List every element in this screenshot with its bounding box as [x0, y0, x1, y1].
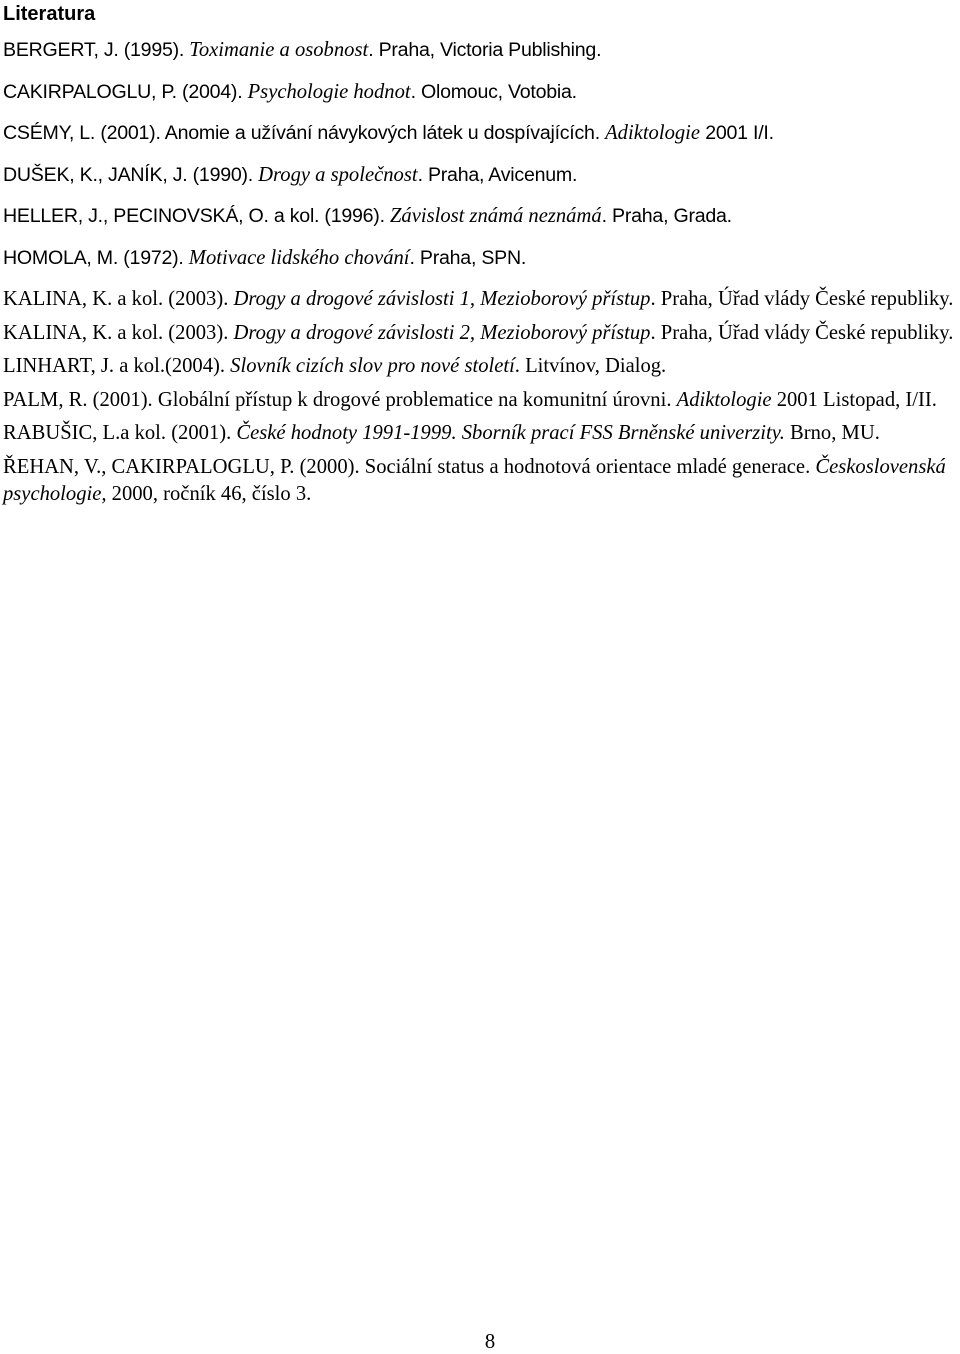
reference-text: HELLER, J., PECINOVSKÁ, O. a kol. (1996). [3, 205, 390, 227]
reference-title: Motivace lidského chování [188, 246, 410, 269]
reference-text: . Praha, Úřad vlády České republiky. [650, 288, 954, 310]
reference-entry [3, 420, 957, 447]
reference-title: Adiktologie [676, 388, 772, 411]
reference-text: KALINA, K. a kol. (2003). [3, 321, 234, 344]
reference-text: Brno, MU. [784, 422, 880, 444]
reference-text: . Praha, Grada. [601, 205, 732, 227]
reference-title: Československá psychologie, [3, 455, 946, 505]
reference-text: RABUŠIC, L.a kol. (2001). [3, 422, 237, 444]
reference-entry [3, 245, 957, 272]
reference-title: Toximanie a osobnost [189, 39, 369, 61]
reference-entry [3, 454, 957, 508]
reference-text: . Praha, Úřad vlády České republiky. [650, 321, 954, 344]
reference-text: . Praha, SPN. [409, 246, 527, 269]
reference-entry [3, 79, 957, 106]
page-number: 8 [484, 1331, 496, 1353]
reference-title: Závislost známá neznámá [389, 205, 602, 227]
reference-text: . Olomouc, Votobia. [410, 80, 577, 103]
reference-text: . Praha, Avicenum. [417, 163, 578, 186]
reference-entry [3, 320, 957, 347]
reference-title: Drogy a drogové závislosti 1, Mezioborový přístup [233, 288, 651, 310]
reference-text: PALM, R. (2001). Globální přístup k drogové problematice na komunitní úrovni. [3, 388, 677, 411]
reference-title: Drogy a společnost [258, 163, 418, 186]
section-heading: Literatura [3, 3, 96, 25]
reference-text: KALINA, K. a kol. (2003). [3, 288, 234, 310]
reference-entry [3, 162, 957, 189]
reference-text: CAKIRPALOGLU, P. (2004). [3, 80, 248, 103]
reference-text: . Praha, Victoria Publishing. [368, 39, 602, 61]
reference-text: 2000, ročník 46, číslo 3. [106, 482, 312, 505]
reference-title: Slovník cizích slov pro nové století [230, 355, 515, 377]
reference-text: LINHART, J. a kol.(2004). [3, 355, 231, 377]
reference-title: Psychologie hodnot [247, 80, 411, 103]
reference-text: ŘEHAN, V., CAKIRPALOGLU, P. (2000). Sociální status a hodnotová orientace mladé generace. [3, 455, 816, 478]
reference-title: Adiktologie [605, 122, 701, 144]
reference-text: CSÉMY, L. (2001). Anomie a užívání návykových látek u dospívajících. [3, 122, 606, 144]
reference-text: HOMOLA, M. (1972). [3, 246, 189, 269]
reference-title: Drogy a drogové závislosti 2, Mezioborový přístup [233, 321, 651, 344]
reference-entry [3, 353, 957, 380]
reference-entry [3, 203, 957, 230]
reference-text: BERGERT, J. (1995). [3, 39, 190, 61]
reference-entry [3, 120, 957, 147]
reference-text: 2001 I/I. [700, 122, 774, 144]
reference-text: 2001 Listopad, I/II. [771, 388, 937, 411]
reference-entry [3, 286, 957, 313]
reference-entry [3, 37, 957, 64]
reference-entry [3, 387, 957, 414]
reference-text: DUŠEK, K., JANÍK, J. (1990). [3, 163, 259, 186]
reference-list [3, 37, 957, 514]
reference-text: . Litvínov, Dialog. [514, 355, 667, 377]
reference-title: České hodnoty 1991-1999. Sborník prací FSS Brněnské univerzity. [236, 422, 785, 444]
document-page [3, 0, 957, 1353]
